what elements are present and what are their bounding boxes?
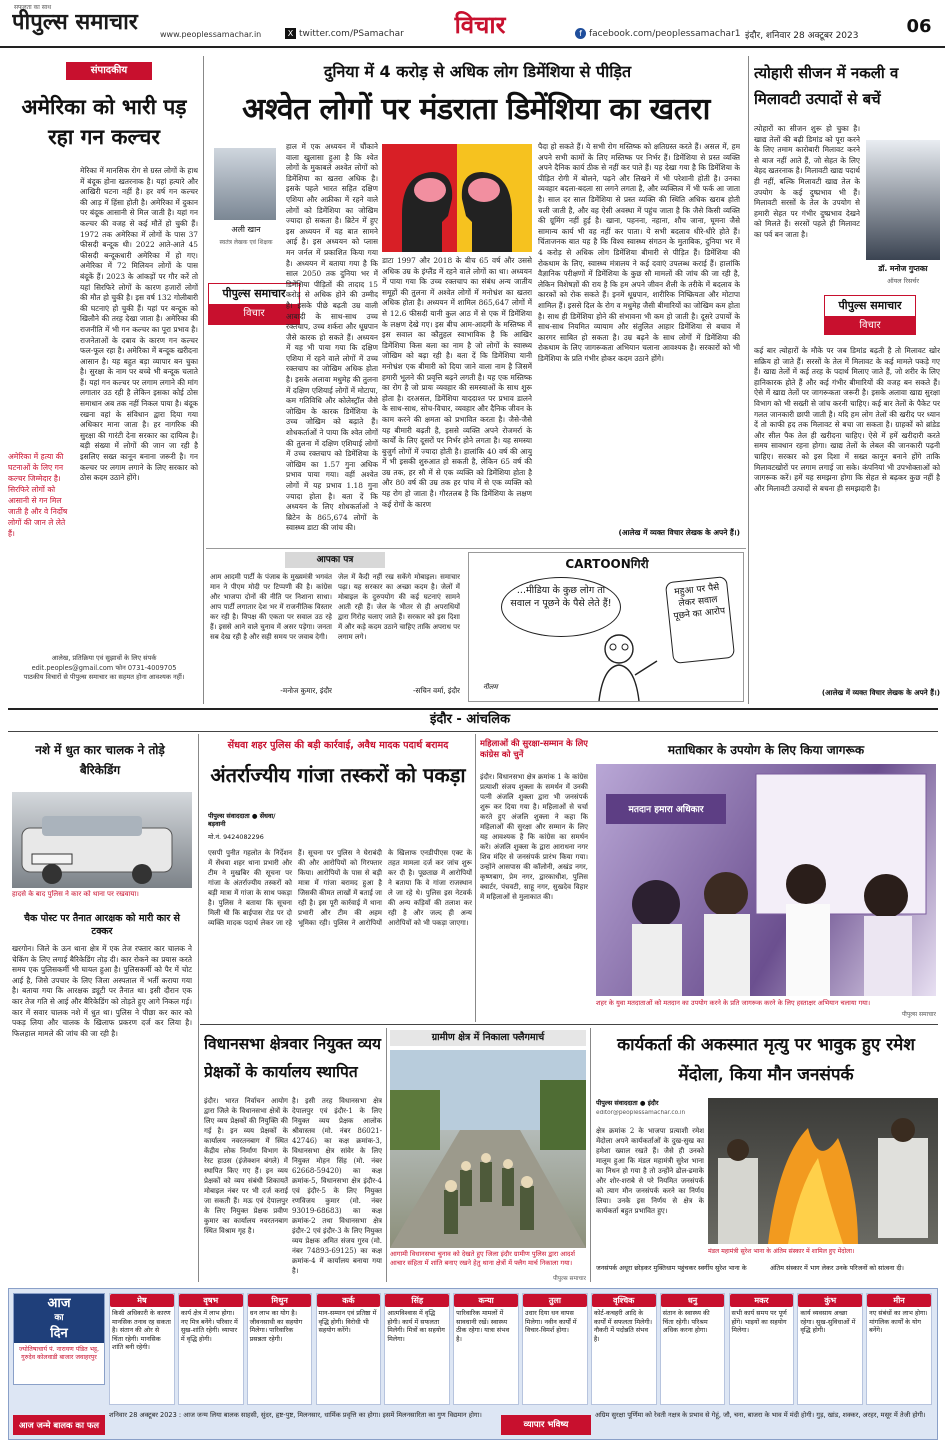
author-name: अली खान (231, 225, 261, 234)
flag-photo (390, 1050, 586, 1248)
brand-stamp-section: विचार (825, 316, 915, 335)
sign-text: उधार दिया धन वापस मिलेगा। नवीन कार्यों में विचार-विमर्श होगा। (525, 1309, 577, 1335)
editorial-column (8, 56, 200, 704)
lead-col2: डाटा 1997 और 2018 के बीच 65 वर्ष और उससे अधिक उम्र के इंग्लैंड में रहने वाले लोगों का था। अध्ययन में पाया गया कि उच्च रक्तचाप का संबंध अन्य जातीय समूहों की तुलना में अश्वेत लोगों में मनोभ्रंश का खतरा अधिक होता है। अध्ययन में शामिल 865,647 लोगों में से 12.6 फीसदी यानी कुल आठ में से एक में डिमेंशिया के लक्षण देखे गए। इस बीच आम-आदमी के मस्तिष्क में इस सवाल का कौतुहल स्वाभाविक है कि आखिर डिमेंशिया किस बला का नाम है जो लोगों के स्वास्थ्य जोखिम को बढ़ा रही है। बता दें कि डिमेंशिया यानी मनोभ्रंश एक बीमारी को दिया जाने वाला नाम है जिसमें हमारी भूलने की प्रवृत्ति बढ़ने लगती है। यह एक मस्तिष्क का रोग है जो प्रायः व्यवहार की समस्याओं के साथ शुरू होता है। दरअसल, डिमेंशिया याददाश्त पर प्रभाव डालने के साथ-साथ, सोच-विचार, व्यवहार और दैनिक जीवन के काम करने की क्षमता को प्रभावित करता है। जैसे-जैसे यह बीमारी बढ़ती है, इससे व्यक्ति अपने रोजमर्रा के कार्यों के लिए दूसरों पर निर्भर होने लगता है। यह समस्या बुजुर्ग लोगों में ज्यादा होती है। हालांकि 40 वर्ष की आयु में भी इसकी शुरुआत हो सकती है, लेकिन 65 वर्ष की उम्र तक, हर सौ में से एक व्यक्ति को डिमेंशिया होता है और 80 वर्ष की उम्र तक हर पांच में से एक व्यक्ति को यह रोग हो जाता है। गौरतलब है कि डिमेंशिया के लक्षण कई रोगों के कारण (382, 256, 532, 509)
observers-body2: है। इसी तरह विधानसभा क्षेत्र देपालपुर एवं इंदौर-1 के लिए नियुक्त व्यय प्रेक्षक आलोक श्रीवास्तव (मो. नंबर 86021-42746) का कक्ष क्रमांक-3, विधानसभा क्षेत्र सांवेर के लिए नियुक्त मोहन सिंह (मो. नंबर 62668-59420) का कक्ष क्रमांक-5, विधानसभा क्षेत्र इंदौर-4 एवं इंदौर-5 के लिए नियुक्त रणविजय कुमार (मो. नंबर 93019-68683) का कक्ष क्रमांक-2 तथा विधानसभा क्षेत्र इंदौर-2 एवं इंदौर-3 के लिए नियुक्त व्यय प्रेक्षक अमित संजय गुरव (मो. नंबर 74893-69125) का कक्ष क्रमांक-4 में कार्यालय बनाया गया है। (292, 1097, 382, 1275)
sign-6 (453, 1293, 519, 1405)
today-child-text: शनिवार 28 अक्टूबर 2023 : आज जन्म लिया बालक साहसी, सुंदर, हृष्ट-पुष्ट, मिलनसार, धार्मिक प्रवृत्ति का होगा। इसमें मिलनसारिता का गुण विद्यमान होगा। (109, 1411, 482, 1419)
editorial-footer (8, 654, 200, 700)
lead-col1: हाल में एक अध्ययन में चौंकाने वाला खुलासा हुआ है कि श्वेत लोगों के मुकाबले अश्वेत लोगों को डिमेंशिया का खतरा अधिक है। इसके पहले भारत सहित दक्षिण एशिया और अफ्रीका में रहने वाले लोगों को डिमेंशिया का जोखिम ज्यादा हो सकता है। ब्रिटेन में हुए इस अध्ययन में यह बात सामने आई है। इस अध्ययन को प्लास मन जर्नल में प्रकाशित किया गया है। अध्ययन में बताया गया है कि साल 2050 तक दुनिया भर में डिमेंशिया पीड़ितों की तादाद 15 करोड़ से अधिक होने की उम्मीद है। इसके पीछे बढ़ती उम्र वाली आबादी के साथ-साथ उच्च रक्तचाप, उच्च शर्करा और धूम्रपान जैसे कारक हो सकते हैं। अध्ययन में यह भी पाया गया कि दक्षिण एशिया में रहने वाले लोगों में उच्च रक्तचाप का जोखिम अधिक होता है। इसके अलावा मधुमेह की तुलना में दक्षिण एशियाई लोगों में मोटापा, कम गतिविधि और कोलेस्ट्रॉल जैसे जोखिम के कारक डिमेंशिया के उच्च जोखिम को बढ़ाते हैं। शोधकर्ताओं ने पाया कि श्वेत लोगों की तुलना में दक्षिण एशियाई लोगों में उच्च रक्तचाप को डिमेंशिया के जोखिम का 1.57 गुना अधिक प्रभाव पाया गया। वहीं अश्वेत लोगों में यह प्रभाव 1.18 गुना ज्यादा होता है। बता दें कि अध्ययन के लिए शोधकर्ताओं ने ब्रिटेन के 865,674 लोगों के स्वास्थ्य डाटा की जांच की। (286, 142, 378, 533)
mendola-caption-3: अंतिम संस्कार में भाग लेकर उनके परिजनों को सांत्वना दी। (770, 1264, 904, 1272)
website-link[interactable]: www.peoplessamachar.in (160, 30, 262, 39)
accident-title: नशे में धुत कार चालक ने तोड़े बैरिकेडिंग (35, 743, 165, 777)
festive-note: (आलेख में व्यक्त विचार लेखक के अपने हैं।) (821, 688, 940, 697)
lead-kicker: दुनिया में 4 करोड़ से अधिक लोग डिमेंशिया से पीड़ित (323, 62, 632, 81)
trade-label: व्यापार भविष्य (501, 1415, 591, 1435)
mendola-caption-2: जनसंपर्क अधूरा छोड़कर मुक्तिधाम पहुंचकर स्वर्गीय सुरेश भाना के (596, 1264, 747, 1272)
facebook-link[interactable]: f facebook.com/peoplessamachar1 (575, 28, 745, 42)
cartoon-figure (569, 631, 669, 701)
sign-name: मिथुन (248, 1294, 312, 1307)
voter-photo (596, 764, 936, 996)
ganja-title: अंतर्राज्यीय गांजा तस्करों को पकड़ा (210, 763, 466, 787)
accident-caption: हादसे के बाद पुलिस ने कार को थाना पर रखवाया। (12, 890, 139, 898)
astrologer: ज्योतिषाचार्य पं. नारायण पंडित भट्ट, गुरुदेव कोलवाडी बाजार जवाहरपुर (18, 1346, 100, 1362)
lead-title: अश्वेत लोगों पर मंडराता डिमेंशिया का खतरा (242, 92, 710, 127)
mendola-caption-1: मंडल महामंत्री सुरेश भाना के अंतिम संस्कार में शामिल हुए मेंदोला। (708, 1248, 855, 1255)
facebook-icon: f (575, 28, 586, 39)
festive-title: त्योहारी सीजन में नकली व मिलावटी उत्पादों से बचें (754, 64, 899, 108)
observers-title: विधानसभा क्षेत्रवार नियुक्त व्यय प्रेक्षकों के कार्यालय स्थापित (204, 1034, 382, 1081)
footer-line: आलेख, प्रतिक्रिया एवं सुझावों के लिए संपर्क (51, 654, 157, 662)
letters-title: आपका पत्र (285, 552, 385, 568)
footer-disclaimer: पाठकीय विचारों से पीपुल्स समाचार का सहमत होना आवश्यक नहीं। (23, 673, 185, 681)
sign-text: संतान के स्वास्थ्य की चिंता रहेगी। परिश्रम अधिक करना होगा। (662, 1309, 710, 1335)
sign-5 (384, 1293, 450, 1405)
festive-author-photo (866, 140, 940, 260)
accident-photo (12, 792, 192, 888)
twitter-icon: X (285, 28, 296, 39)
divider (198, 734, 199, 1282)
women-title: महिलाओं की सुरक्षा-सम्मान के लिए कांग्रेस को चुनें (480, 738, 588, 759)
mendola-photo-1 (708, 1098, 938, 1244)
sign-2 (178, 1293, 244, 1405)
letter-2: जेल में कैदी नहीं रख सकेंगे मोबाइल। समाचार पढ़ा। यह सरकार का अच्छा कदम है। जेलों में मोबाइल के दुरुपयोग की कई घटनाएं सामने आती रही हैं। जेल के भीतर से ही अपराधियों द्वारा गिरोह चलाए जाते हैं। सरकार को इस दिशा में और कड़े कदम उठाने चाहिए ताकि अपराध पर लगाम लगे। (338, 573, 460, 641)
sign-name: कर्क (317, 1294, 381, 1307)
sign-8 (591, 1293, 657, 1405)
sign-9 (660, 1293, 726, 1405)
brand-logo[interactable]: पीपुल्स समाचार (12, 10, 138, 35)
twitter-link[interactable]: X twitter.com/PSamachar (285, 28, 435, 42)
author-role: स्वतंत्र लेखक एवं शिक्षक (219, 239, 273, 246)
ganja-mobile: मो.नं. 9424082296 (208, 833, 264, 841)
cartoon-panel (468, 552, 744, 702)
cartoon-title: CARTOONगिरी (565, 557, 649, 571)
voter-title: मताधिकार के उपयोग के लिए किया जागरूक (667, 743, 865, 757)
divider (8, 731, 938, 732)
section-title: विचार (454, 11, 506, 39)
horoscope-band (8, 1288, 938, 1440)
lead-col3-note: (आलेख में व्यक्त विचार लेखक के अपने हैं।) (618, 528, 740, 537)
sign-text: सभी कार्य समय पर पूर्ण होंगे। भाइयों का सहयोग मिलेगा। (731, 1309, 787, 1335)
divider (203, 56, 204, 704)
divider (475, 734, 476, 1022)
accident-body: खरगोन। जिले के ऊन थाना क्षेत्र में एक तेज रफ्तार कार चालक ने चेकिंग के लिए लगाई बैरिकेडिंग तोड़ दी। कार रोकने का प्रयास करते समय एक पुलिसकर्मी भी घायल हुआ है। पुलिसकर्मी को पैर में चोट आई है, जिसे उपचार के लिए जिला अस्पताल में भर्ती कराया गया है। बताया गया कि आरक्षक ड्यूटी पर तैनात था। इसी दौरान एक कार तेज गति से आई और बैरिकेडिंग को तोड़ते हुए आगे निकल गई। कार में सवार चालक नशे में धुत था। पुलिस ने पीछा कर कार को पकड़ लिया और चालक के खिलाफ प्रकरण दर्ज कर लिया है। फिलहाल मामले की जांच की जा रही है। (12, 944, 192, 1038)
sign-name: मीन (867, 1294, 931, 1307)
divider (200, 1024, 938, 1025)
ganja-kicker: सेंधवा शहर पुलिस की बड़ी कार्रवाई, अवैध मादक पदार्थ बरामद (227, 740, 449, 751)
today-child-label: आज जन्मे बालक का फल (13, 1415, 105, 1435)
cartoon-bubble-1: ...मीडिया के कुछ लोग तो सवाल न पूछने के पैसे लेते हैं! (501, 577, 621, 637)
voter-banner-text: मतदान हमारा अधिकार (628, 805, 704, 815)
editorial-tag: संपादकीय (66, 62, 152, 80)
sign-name: तुला (523, 1294, 587, 1307)
horoscope-box-title: आज का दिन (14, 1294, 104, 1343)
horoscope-box (13, 1293, 105, 1385)
sign-7 (522, 1293, 588, 1405)
sign-name: मेष (110, 1294, 174, 1307)
letter-1: आम आदमी पार्टी के पंजाब के मुख्यमंत्री भगवंत मान ने पीएम मोदी पर टिप्पणी की है। कांग्रेस और भाजपा दोनों की नीति पर निशाना साधा। आप पार्टी लगातार देश भर में राजनीतिक विस्तार कर रही है। विपक्ष की एकता पर सवाल उठ रहे हैं। इससे आने वाले चुनाव में असर पड़ेगा। जनता सब देख रही है और सही समय पर जवाब देगी। (210, 573, 332, 641)
sign-12 (866, 1293, 932, 1405)
brand-tagline: सफलता का साथ (14, 4, 52, 11)
sign-name: वृषभ (179, 1294, 243, 1307)
sign-10 (729, 1293, 795, 1405)
divider (206, 548, 746, 549)
sign-name: कन्या (454, 1294, 518, 1307)
trade-text: अग्रिम सुरक्षा पूर्णिमा को रेवती नक्षत्र के प्रभाव से गेहूं, जौ, चना, बाजरा के भाव में मंदी होगी। गुड़, खांड, शक्कर, अरहर, मसूर में तेजी होगी। (595, 1411, 926, 1419)
ganja-body: एसपी पुनीत गहलोत के निर्देशन में सेंधवा शहर थाना प्रभारी और टीम ने मुखबिर की सूचना पर गांजा के अंतर्राज्यीय तस्करों को बड़ी मात्रा में गांजा के साथ पकड़ा है। पुलिस ने बताया कि सूचना मिली थी कि बाईपास रोड पर दो व्यक्ति मादक पदार्थ लेकर जा रहे हैं। सूचना पर पुलिस ने घेराबंदी की और आरोपियों को गिरफ्तार किया। आरोपियों के पास से बड़ी मात्रा में गांजा बरामद हुआ है जिसकी कीमत लाखों में बताई जा रही है। इस पूरी कार्रवाई में थाना प्रभारी और टीम की अहम भूमिका रही। पुलिस ने आरोपियों के खिलाफ एनडीपीएस एक्ट के तहत मामला दर्ज कर जांच शुरू कर दी है। पूछताछ में आरोपियों ने बताया कि वे गांजा राजस्थान ले जा रहे थे। पुलिस इस नेटवर्क की अन्य कड़ियों की तलाश कर रही है और जल्द ही अन्य आरोपियों को भी पकड़ा जाएगा। (208, 849, 472, 927)
editorial-title: अमेरिका को भारी पड़ रहा गन कल्चर (21, 94, 187, 149)
brand-stamp-logo: पीपुल्स समाचार (222, 287, 286, 300)
sign-text: धन लाभ का योग है। जीवनसाथी का सहयोग मिलेगा। पारिवारिक प्रसन्नता रहेगी। (249, 1309, 303, 1343)
flag-title: ग्रामीण क्षेत्र में निकाला फ्लैगमार्च (390, 1030, 586, 1046)
sign-text: नए संबंधों का लाभ होगा। मांगलिक कार्यों के योग बनेंगे। (869, 1309, 928, 1335)
festive-body2: कई बार त्योहारों के मौके पर जब डिमांड बढ़ती है तो मिलावट खोर सक्रिय हो जाते हैं। सरसों के तेल में मिलावट के कई मामले पकड़े गए हैं। खाद्य तेलों में कई तरह के पदार्थ मिलाए जाते हैं, जो शरीर के लिए हानिकारक होते हैं और कई गंभीर बीमारियों की वजह बन सकते हैं। ऐसे में खाद्य तेलों पर जागरूकता जरूरी है। इसके अलावा खाद्य सुरक्षा विभाग को भी सख्ती से जांच करनी चाहिए। कई बार तेलों के पैकेट पर गलत जानकारी छापी जाती है। यदि हम लोग तेलों की खरीद पर ध्यान दें तो काफी हद तक मिलावट से बचा जा सकता है। ग्राहकों को ब्रांडेड और सील पैक तेल ही खरीदना चाहिए। ऐसे में हमें खरीदारी करते समय सावधान रहना होगा। खाद्य तेलों के लेबल की जानकारी पढ़नी चाहिए। सरकार को इस दिशा में सख्त कानून बनाने होंगे ताकि मिलावटखोरों पर लगाम लगाई जा सके। कंपनियां भी उपभोक्ताओं को जागरूक करें। हमें यह समझना होगा कि सेहत से बढ़कर कुछ नहीं है और मिलावटी उत्पादों से बचना ही समझदारी है। (754, 346, 940, 493)
sign-name: वृश्चिक (592, 1294, 656, 1307)
divider (748, 56, 749, 704)
divider (590, 1028, 591, 1282)
flag-caption: आगामी विधानसभा चुनाव को देखते हुए जिला इंदौर ग्रामीण पुलिस द्वारा आदर्श आचार संहिता में शांति बनाए रखने हेतु थाना क्षेत्रों में फ्लैग मार्च निकाला गया। (390, 1250, 576, 1267)
sign-name: मकर (730, 1294, 794, 1307)
sign-11 (797, 1293, 863, 1405)
women-body: इंदौर। विधानसभा क्षेत्र क्रमांक 1 के कांग्रेस प्रत्याशी संजय शुक्ला के समर्थन में उनकी पत्नी अंजलि शुक्ला द्वारा भी जनसंपर्क शुरू कर दिया गया है। महिलाओं से चर्चा करते हुए अंजलि शुक्ला ने कहा कि महिलाओं की सुरक्षा और सम्मान के लिए यह आवश्यक है कि कांग्रेस का समर्थन करें। अंजलि शुक्ला के द्वारा आराधना नगर शिव मंदिर से जनसंपर्क प्रारंभ किया गया। उन्होंने आसपास की कॉलोनी, अखंड नगर, कृष्णबाग, प्रेम नगर, द्वारकाधीश, पुलिस क्वार्टर, पंचवटी, साहू नगर, सुखदेव विहार में महिलाओं से मुलाकात की। (480, 773, 588, 901)
cartoon-signature: नीलम (483, 683, 498, 691)
dateline: इंदौर, शनिवार 28 अक्टूबर 2023 (745, 31, 859, 41)
sign-text: आत्मविश्वास में वृद्धि होगी। कार्य में सफलता मिलेगी। मित्रों का सहयोग मिलेगा। (387, 1309, 445, 1343)
mendola-body: क्षेत्र क्रमांक 2 के भाजपा प्रत्याशी रमेश मेंदोला अपने कार्यकर्ताओं के दुख-सुख का हमेशा ख्याल रखते हैं। जैसे ही उनको मालूम हुआ कि मंडल महामंत्री सुरेश भाना का निधन हो गया है तो उन्होंने ढोल-ढमाके और शोर-शराबे से परे नियमित जनसंपर्क को त्याग मौन जनसंपर्क करने का निर्णय लिया। उनके इस निर्णय से क्षेत्र के कार्यकर्ता बहुत प्रभावित हुए। (596, 1127, 704, 1215)
voter-credit: पीपुल्स समाचार (901, 1011, 936, 1018)
sign-4 (316, 1293, 382, 1405)
accident-subhead: चैक पोस्ट पर तैनात आरक्षक को मारी कार से टक्कर (24, 913, 180, 937)
sign-text: पारिवारिक मामलों में सावधानी रखें। स्वास्थ्य ठीक रहेगा। यात्रा संभव है। (456, 1309, 510, 1343)
festive-author-role: ऑयल रिसर्चर (887, 277, 919, 285)
mendola-title: कार्यकर्ता की अकस्मात मृत्यु पर भावुक हुए रमेश मेंदोला, किया मौन जनसंपर्क (617, 1035, 915, 1085)
sign-grid (109, 1293, 935, 1405)
contact-email[interactable]: edit.peoples@gmail.com फोन 0731-4009705 (31, 663, 177, 672)
divider (386, 1028, 387, 1282)
page-number: 06 (906, 16, 932, 37)
sign-1 (109, 1293, 175, 1405)
festive-brand-stamp (824, 295, 916, 335)
brand-stamp-section: विचार (209, 304, 299, 324)
flag-credit: पीपुल्स समाचार (553, 1276, 586, 1282)
mendola-byline: पीपुल्स संवाददाता ● इंदौर (596, 1099, 659, 1107)
observers-body1: इंदौर। भारत निर्वाचन आयोग द्वारा जिले के विधानसभा क्षेत्रों के लिए व्यय प्रेक्षकों की नियुक्ति की गई है। इन व्यय प्रेक्षकों के कार्यालय नवरतनबाग में स्थित केंद्रीय लोक निर्माण विभाग के रेस्ट हाउस (इंजेक्शन बंगले) में स्थापित किए गए हैं। इन व्यय प्रेक्षकों को व्यय संबंधी शिकायतें मोबाइल नंबर पर भी दर्ज कराई जा सकती हैं। मऊ एवं देपालपुर के लिए नियुक्त प्रेक्षक प्रवीण कुमार का कार्यालय नवरतनबाग स्थित विश्राम गृह है। (204, 1097, 288, 1235)
sign-text: कार्य क्षेत्र में लाभ होगा। नए मित्र बनेंगे। परिवार में सुख-शांति रहेगी। व्यापार में वृद्धि होगी। (180, 1309, 238, 1343)
masthead (0, 0, 945, 48)
sign-text: मान-सम्मान एवं प्रतिष्ठा में वृद्धि होगी। विरोधी भी सहयोग करेंगे। (318, 1309, 377, 1335)
sign-text: कोर्ट-कचहरी आदि के कार्यों में सफलता मिलेगी। नौकरी में पदोन्नति संभव है। (593, 1309, 653, 1343)
sign-name: कुंभ (798, 1294, 862, 1307)
author-photo (214, 148, 276, 220)
letter-2-by: -सचिन वर्मा, इंदौर (412, 686, 460, 695)
lead-col3: पैदा हो सकते हैं। ये सभी रोग मस्तिष्क को क्षतिग्रस्त करते हैं। असल में, हम अपने सभी कामों के लिए मस्तिष्क पर निर्भर हैं। डिमेंशिया से प्रस्त व्यक्ति अपने दैनिक कार्य ठीक से नहीं कर पाते हैं। यह देखा गया है कि डिमेंशिया के पीड़ित रोगी में बोलने, पढ़ने और लिखने में भी परेशानी होती है। उनका व्यवहार बदला-बदला सा लगने लगता है, और व्यक्तित्व में भी फर्क आ जाता है। साल दर साल डिमेंशिया से प्रस्त व्यक्ति की स्थिति अधिक खराब होती चली जाती है, और वह ऐसी अवस्था में पहुंच जाता है कि जैसे किसी व्यक्ति की ग्रूमिंग नहीं हुई है। खाना, पहनना, नहाना, शौच जाना, घूमना जैसे सामान्य कार्य भी वह नहीं कर पाता। ये सभी बदलाव धीरे-धीरे होते हैं। चिंताजनक बात यह है कि विश्व स्वास्थ्य संगठन के मुताबिक, दुनिया भर में 4 करोड़ से अधिक लोग डिमेंशिया बीमारी से पीड़ित हैं। डिमेंशिया की रोकथाम के लिए, स्वास्थ्य मंत्रालय ने कई दवाएं उपलब्ध कराई हैं। हालांकि वैज्ञानिक परीक्षणों में डिमेंशिया के कुछ सौ मामलों की जांच की जा रही है, लेकिन विशेषज्ञों की राय है कि हम अपने जीवन शैली के तरीके में बदलाव के कारकों को रोक सकते हैं। इनमें धूम्रपान, शारीरिक निष्क्रियता और मोटापा शामिल हैं। इससे दिल के रोग व मधुमेह जैसी बीमारियों का जोखिम कम होता है। साथ ही डिमेंशिया होने की संभावना भी कम हो जाती है। दूसरे उपायों के साथ-साथ नियमित व्यायाम और संतुलित आहार डिमेंशिया से बचाव में कारगर साबित हो सकता है। उम्र बढ़ने के साथ लोगों में डिमेंशिया की रोकथाम के लिए जागरूकता अभियान चलाना आवश्यक है। सरकारों को भी डिमेंशिया के प्रति गंभीर होकर कदम उठाने होंगे। (538, 142, 740, 363)
sign-text: कार्य व्यवसाय अच्छा रहेगा। सुख-सुविधाओं में वृद्धि होगी। (800, 1309, 856, 1335)
festive-author-name: डॉ. मनोज गुप्तका (878, 264, 928, 273)
sign-text: किसी अधिकारी के कारण मानसिक तनाव रह सकता है। संतान की ओर से चिंता रहेगी। मानसिक शांति बनी रहेगी। (112, 1309, 171, 1352)
voter-caption: शहर के युवा मतदाताओं को मतदान का उपयोग करने के प्रति जागरूक करने के लिए हस्ताक्षर अभियान चलाया गया। (596, 999, 871, 1007)
letter-1-by: -मनोज कुमार, इंदौर (280, 686, 332, 695)
sign-name: सिंह (385, 1294, 449, 1307)
sign-name: धनु (661, 1294, 725, 1307)
mendola-email[interactable]: editor@peoplessamachar.co.in (596, 1110, 686, 1116)
section-band: इंदौर - आंचलिक (429, 712, 511, 727)
editorial-body: मेरिका में मानसिक रोग से ग्रस्त लोगों के हाथ में बंदूक होना खतरनाक है। यहां हत्यारे और आखिरी घटना नहीं है। हर वर्ष गन कल्चर की आड़ में हिंसा होती है। अमेरिका में दुकान पर बंदूक आसानी से मिल जाती है। यहां गन कल्चर की वजह से कई मौतें हो चुकी हैं। 1972 तक अमेरिका में लोगों के पास 37 फीसदी बन्दूक थी। 2022 आते-आते 45 फीसदी बन्दूकधारी अमेरिका में हो गए। अमेरिका में 72 मिलियन लोगों के पास बंदूकें हैं। 2023 के आंकड़ों पर गौर करें तो यहां सिरफिरे लोगों के कारण हजारों लोगों की मौत हो चुकी है। इस वर्ष 132 गोलीबारी की घटनाएं हो चुकी हैं। यहां पर बन्दूक को खिलौने की तरह देखा जाता है। अमेरिका की राजनीति में भी गन कल्चर का पूरा प्रभाव है। राजनेताओं के दबाव के कारण गन कल्चर फल-फूल रहा है। अमेरिका में बन्दूक खरीदना आसान है। यह बहुत बड़ा व्यापार बन चुका है। सुरक्षा के नाम पर बच्चे भी बन्दूक चलाते हैं। यहां गन कल्चर पर लगाम लगाने की मांग लगातार उठ रही है लेकिन इसका कोई ठोस समाधान अब तक नहीं निकल पाया है। बंदूक रखना वहां के संविधान द्वारा दिया गया अधिकार माना जाता है। हर नागरिक की सुरक्षा की गारंटी देना सरकार का दायित्व है। बड़ी संख्या में लोगों की जान जा रही है इसलिए सख्त कानून बनाना जरूरी है। गन कल्चर पर लगाम लगाने के लिए सरकार को ठोस कदम उठाने होंगे। (80, 166, 198, 483)
brain-illustration (382, 144, 532, 252)
cartoon-bubble-2: महुआ पर पैसे लेकर सवाल पूछने का आरोप (665, 576, 735, 664)
editorial-pullquote: अमेरिका में हत्या की घटनाओं के लिए गन कल्चर जिम्मेदार है। सिरफिरे लोगों को आसानी से गन मिल जाती है और वे निर्दोष लोगों की जान ले लेते हैं। (8, 452, 68, 538)
lead-col1-wide (206, 332, 378, 542)
brand-stamp-logo: पीपुल्स समाचार (838, 299, 902, 312)
festive-body1: त्योहारों का सीजन शुरू हो चुका है। खाद्य तेलों की बढ़ी डिमांड को पूरा करने के लिए तमाम कारोबारी मिलावट करने से बाज नहीं आते हैं, जो सेहत के लिए बेहद खतरनाक है। मिलावटी खाद्य पदार्थ ही नहीं, बल्कि मिलावटी खाद्य तेल के उपयोग के कई दुष्प्रभाव भी हैं। मिलावटी सरसों के तेल के उपयोग से हमारी सेहत पर गंभीर दुष्प्रभाव देखने को मिलते हैं। सरसों पहले ही मिलावट का पर्व बन जाता है। (754, 124, 860, 239)
sign-3 (247, 1293, 313, 1405)
ganja-byline: पीपुल्स संवाददाता ● सेंधवा/बड़वानी (208, 812, 276, 828)
